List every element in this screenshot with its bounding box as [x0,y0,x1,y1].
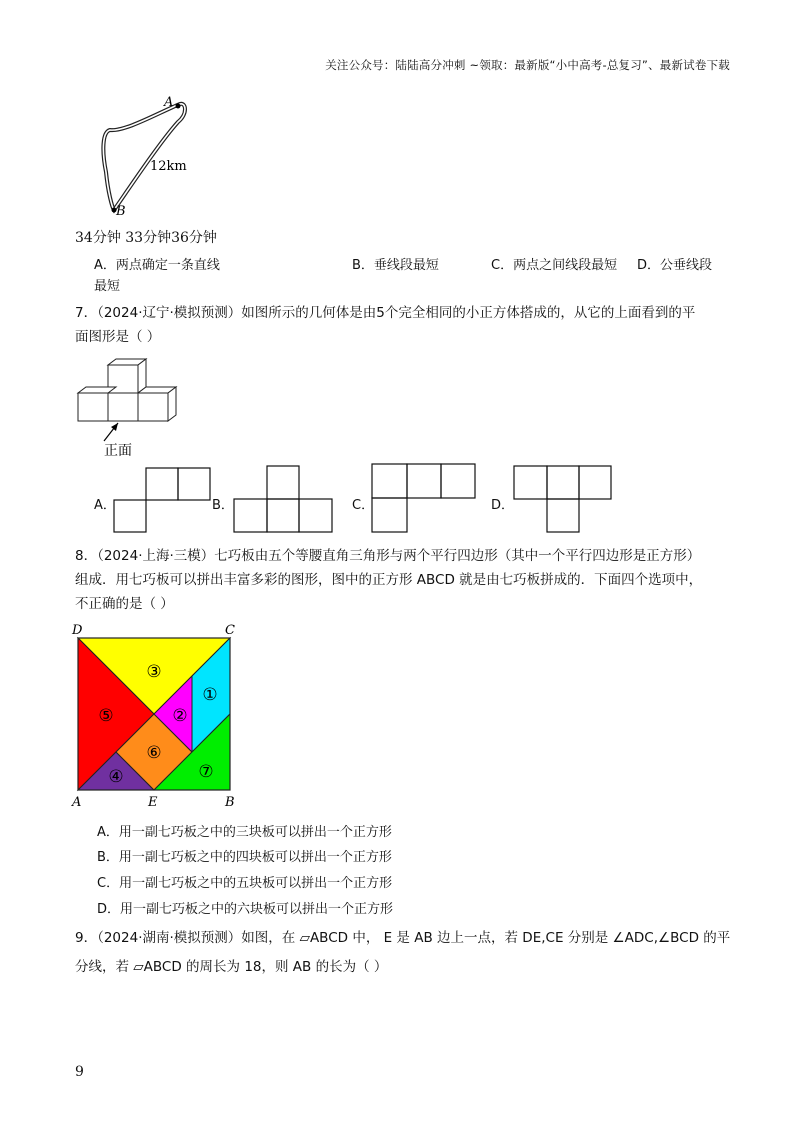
q7-option-b-shape [233,465,335,533]
q6-option-d: D．公垂线段 [637,258,713,273]
q8-stem-line3: 不正确的是（ ） [75,596,174,612]
q7-stem-line2: 面图形是（ ） [75,329,161,345]
distance-label: 12km [150,159,187,174]
q8-option-a: A．用一副七巧板之中的三块板可以拼出一个正方形 [97,825,392,840]
q7-stem-line1: 7．（2024·辽宁·模拟预测）如图所示的几何体是由5个完全相同的小正方体搭成的，从它的上面看到的平 [75,305,696,321]
piece-label-5: ⑤ [98,706,114,726]
q8-option-d: D．用一副七巧板之中的六块板可以拼出一个正方形 [97,902,394,917]
label-b: B [116,204,126,219]
q8-stem-line1: 8．（2024·上海·三模）七巧板由五个等腰直角三角形与两个平行四边形（其中一个平行四边形是正方形） [75,548,701,564]
q7-option-c-shape [371,463,477,533]
cube-figure [68,355,188,460]
corner-e: E [148,795,158,810]
q8-option-c: C．用一副七巧板之中的五块板可以拼出一个正方形 [97,876,393,891]
corner-b: B [225,795,235,810]
label-a: A [164,95,174,110]
q6-option-b: B．垂线段最短 [352,258,439,273]
q6-times-line: 34分钟 33分钟36分钟 [75,230,217,246]
page-header: 关注公众号：陆陆高分冲刺 ~领取：最新版“小中高考-总复习”、最新试卷下载 [325,58,730,72]
q7-option-a-label: A． [94,498,116,513]
q6-option-c: C．两点之间线段最短 [491,258,618,273]
piece-label-7: ⑦ [198,762,214,782]
q7-option-d-shape [513,465,613,533]
point-a [176,104,181,109]
piece-label-6: ⑥ [146,743,162,763]
page-number: 9 [75,1064,84,1080]
route-path-inner [103,104,185,210]
q9-stem-line1: 9．（2024·湖南·模拟预测）如图，在 ▱ABCD 中， E 是 AB 边上一点，若 DE,CE 分别是 ∠ADC,∠BCD 的平 [75,930,731,946]
q8-stem-line2: 组成．用七巧板可以拼出丰富多彩的图形，图中的正方形 ABCD 就是由七巧板拼成的．下面四个选项中， [75,572,703,588]
tangram-figure [70,620,245,812]
q7-option-b-label: B． [212,498,234,513]
q7-option-a-shape [113,467,213,533]
corner-a: A [72,795,82,810]
front-label: 正面 [104,443,132,459]
q6-option-a: A．两点确定一条直线 [94,258,220,273]
q7-option-c-label: C． [352,498,375,513]
q8-option-b: B．用一副七巧板之中的四块板可以拼出一个正方形 [97,850,392,865]
route-figure [90,92,230,222]
corner-d: D [72,623,83,638]
q9-stem-line2: 分线，若 ▱ABCD 的周长为 18，则 AB 的长为（ ） [75,959,388,975]
q6-option-d-wrap: 最短 [94,279,121,294]
piece-label-3: ③ [146,662,162,682]
piece-label-4: ④ [108,767,124,787]
q7-option-d-label: D． [491,498,515,513]
piece-label-1: ① [202,685,218,705]
piece-label-2: ② [172,706,188,726]
corner-c: C [225,623,235,638]
